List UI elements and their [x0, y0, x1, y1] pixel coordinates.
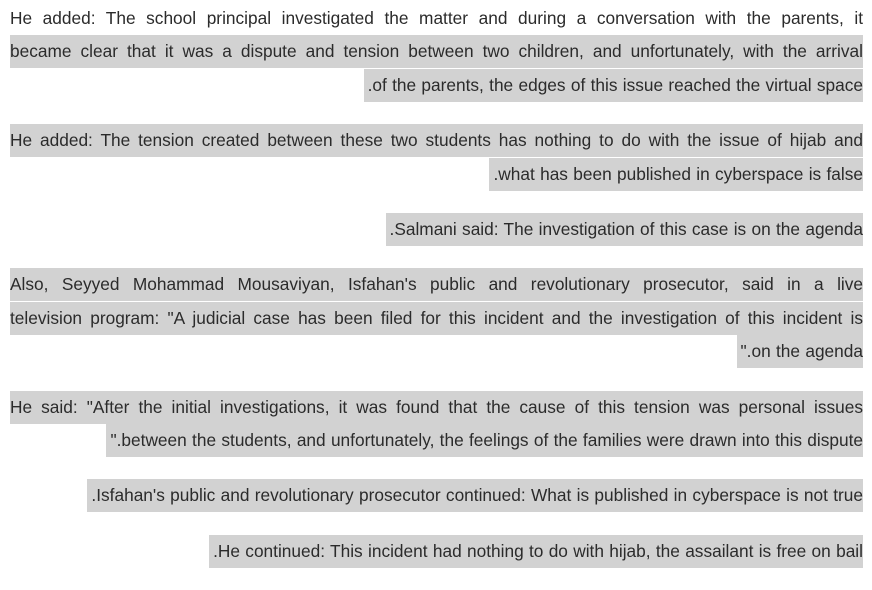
paragraph-1-line-1: He added: The school principal investigated the matter and during a conversation with the parents, it: [10, 8, 863, 28]
paragraph-4-line-3: ".on the agenda: [737, 335, 863, 368]
paragraph-5-line-2: ".between the students, and unfortunately, the feelings of the families were drawn into this dispute: [106, 424, 863, 457]
paragraph-7-line-1: .He continued: This incident had nothing to do with hijab, the assailant is free on bail: [209, 535, 863, 568]
paragraph-3-line-1: .Salmani said: The investigation of this case is on the agenda: [386, 213, 863, 246]
paragraph-1-line-3: .of the parents, the edges of this issue reached the virtual space: [364, 69, 863, 102]
paragraph-4-line-2: television program: "A judicial case has been filed for this incident and the investigation of this incident is: [10, 302, 863, 335]
paragraph-2-line-2: .what has been published in cyberspace is false: [489, 158, 863, 191]
paragraph-4-line-1: Also, Seyyed Mohammad Mousaviyan, Isfahan's public and revolutionary prosecutor, said in a live: [10, 268, 863, 301]
paragraph-1-line-2: became clear that it was a dispute and tension between two children, and unfortunately, with the arrival: [10, 35, 863, 68]
paragraph-2-line-1: He added: The tension created between these two students has nothing to do with the issue of hijab and: [10, 124, 863, 157]
paragraph-5-line-1: He said: "After the initial investigations, it was found that the cause of this tension was personal issues: [10, 391, 863, 424]
paragraph-6-line-1: .Isfahan's public and revolutionary prosecutor continued: What is published in cyberspace is not true: [87, 479, 863, 512]
